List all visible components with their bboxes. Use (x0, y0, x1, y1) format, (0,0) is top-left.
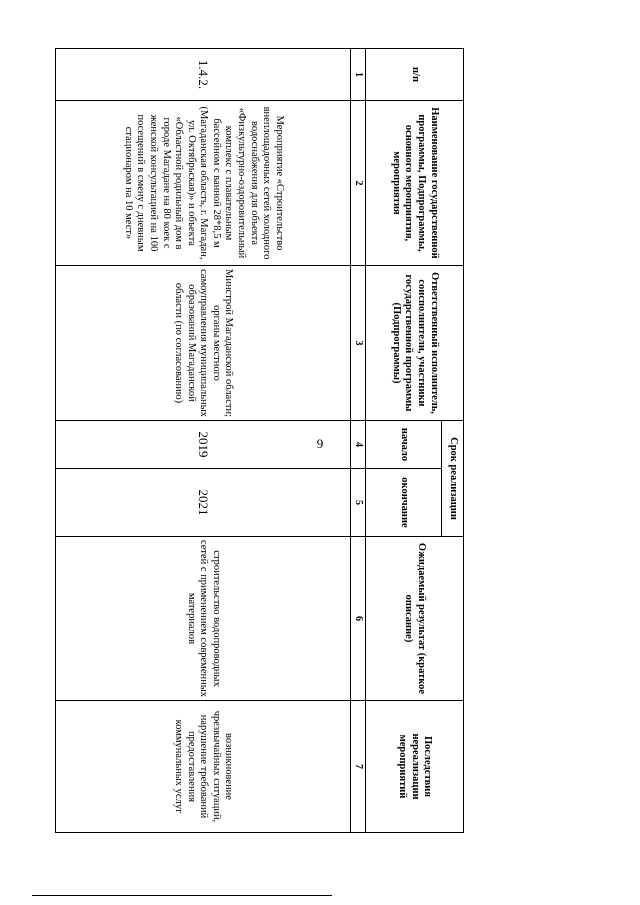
row-end-year: 2021 (56, 469, 351, 537)
rotated-page (55, 48, 464, 832)
column-number: 5 (351, 469, 366, 537)
row-number: 1.4.2. (56, 49, 351, 101)
row-executor: Минстрой Магаданской области; органы местного самоуправления муниципальных образований Магаданской области (по согласованию) (56, 266, 351, 421)
header-name: Наименование государственной программы, Подпрограммы, основного мероприятия, мероприятия (366, 101, 464, 266)
header-start: начало (366, 421, 442, 469)
header-end: окончание (366, 469, 442, 537)
header-executor: Ответственный исполнитель, соисполнители, участники государственной программы (Подпрограммы) (366, 266, 464, 421)
row-consequence: возникновение чрезвычайных ситуаций, нарушение требований предоставления коммунальных услуг (56, 701, 351, 833)
header-result: Ожидаемый результат (краткое описание) (366, 537, 464, 701)
header-term: Срок реализации (442, 421, 464, 537)
column-number: 6 (351, 537, 366, 701)
column-number: 1 (351, 49, 366, 101)
page-number: 9 (316, 436, 324, 451)
header-number: п/п (366, 49, 464, 101)
header-consequence: Последствия нереализации мероприятий (366, 701, 464, 833)
column-number: 7 (351, 701, 366, 833)
row-start-year: 2019 (56, 421, 351, 469)
row-name: Мероприятие «Строительство внеплощадочных сетей холодного водоснабжения для объекта «Физкультурно-оздоровительный комплекс с плавательным бассейном с ванной 28*8,5 м (Магаданская область, г. Магадан, ул. Октябрьская)» и объекта «Областной родильный дом в городе Магадане на 80 коек с женской консультацией на 100 посещений в смену с дневным стационаром на 10 мест» (56, 101, 351, 266)
column-number: 2 (351, 101, 366, 266)
table-row (56, 49, 351, 833)
footer-divider (32, 895, 332, 896)
column-number: 4 (351, 421, 366, 469)
column-number: 3 (351, 266, 366, 421)
program-table (55, 48, 464, 833)
row-result: строительство водопроводных сетей с применением современных материалов (56, 537, 351, 701)
